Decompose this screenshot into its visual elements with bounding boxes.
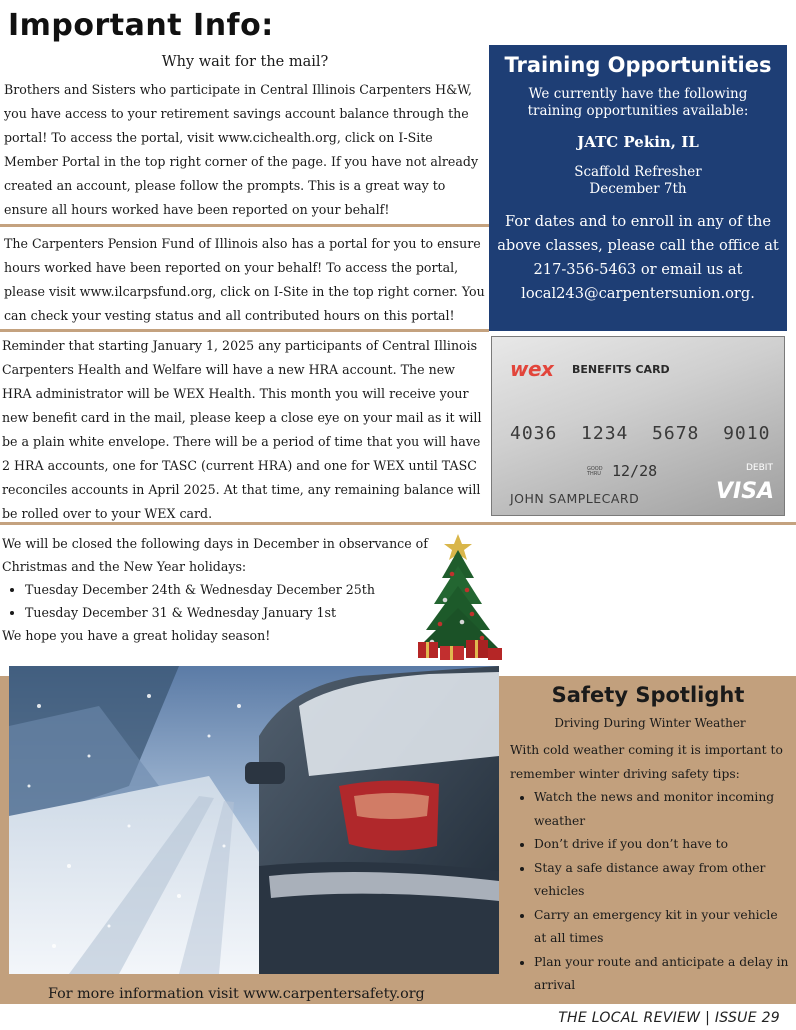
safety-tip-item: • Plan your route and anticipate a delay in arrival [534,951,790,998]
card-number: 4036 1234 5678 9010 [510,423,771,444]
training-intro: We currently have the following training opportunities available: [527,86,749,119]
safety-subheading: Driving During Winter Weather [554,716,746,730]
safety-tip-item: • Stay a safe distance away from other vehicles [534,857,790,904]
safety-heading: Safety Spotlight [551,683,745,707]
section-divider [0,224,489,227]
card-debit-label: DEBIT [746,463,773,473]
training-course-date: December 7th [589,181,687,197]
hra-reminder-body: Reminder that starting January 1, 2025 any participants of Central Illinois Carpenters Health and Welfare will have a new HRA account. The new HRA administrator will be WEX Health. This month you will receive your new benefit card in the mail, please keep a close eye on your mail as it will be a plain white envelope. There will be a period of time that you will have 2 HRA accounts, one for TASC (current HRA) and one for WEX until TASC reconciles accounts in April 2025. At that time, any remaining balance will be rolled over to your WEX card. [2,338,482,521]
holiday-day-item: • Tuesday December 24th & Wednesday December 25th [25,578,445,601]
safety-tip-item: • Carry an emergency kit in your vehicle at all times [534,904,790,951]
hra-portal-heading: Why wait for the mail? [161,54,329,70]
training-location: JATC Pekin, IL [577,133,699,151]
section-divider [0,329,489,332]
training-course [489,164,787,198]
training-course-name: Scaffold Refresher [574,164,702,180]
holiday-day-item: • Tuesday December 31 & Wednesday January 1st [25,601,445,624]
safety-intro: With cold weather coming it is important to remember winter driving safety tips: [510,743,783,781]
winter-car-photo [9,666,499,974]
holiday-closing: We hope you have a great holiday season! [2,628,271,643]
page-title: Important Info: [8,8,274,43]
training-enroll-text: For dates and to enroll in any of the above classes, please call the office at 217-356-5463 or email us at local243@carpentersunion.org. [497,213,779,302]
hra-portal-body: Brothers and Sisters who participate in Central Illinois Carpenters H&W, you have access to your retirement savings account balance through the portal! To access the portal, visit www.cichealth.org, click on I-Site Member Portal in the top right corner of the page. If you have not already created an account, please follow the prompts. This is a great way to ensure all hours worked have been reported on your behalf! [4,82,479,217]
training-box [489,45,787,331]
safety-more-info: For more information visit www.carpentersafety.org [48,986,425,1002]
benefits-card-image [491,336,785,516]
holiday-days-list [0,578,445,624]
section-divider [0,522,796,525]
pension-body: The Carpenters Pension Fund of Illinois also has a portal for you to ensure hours worked have been reported on your behalf! To access the portal, please visit www.ilcarpsfund.org, click on I-Site in the top right corner. You can check your vesting status and all contributed hours on this portal! [4,236,485,323]
card-label: BENEFITS CARD [572,363,670,376]
safety-tip-item: • Don’t drive if you don’t have to [534,833,790,857]
christmas-tree-illustration [412,530,504,662]
visa-logo: VISA [716,479,775,504]
wex-logo: wex [510,357,554,381]
holiday-intro: We will be closed the following days in December in observance of Christmas and the New Year holidays: [2,536,428,574]
card-good-thru: GOOD THRU [587,466,603,477]
safety-tip-item: • Watch the news and monitor incoming weather [534,786,790,833]
safety-tips-list [510,786,790,998]
issue-footer: THE LOCAL REVIEW | ISSUE 29 [558,1010,780,1026]
safety-spotlight [510,683,790,998]
training-heading: Training Opportunities [504,53,772,77]
card-expiry: 12/28 [612,462,658,480]
card-holder-name: JOHN SAMPLECARD [510,491,640,506]
